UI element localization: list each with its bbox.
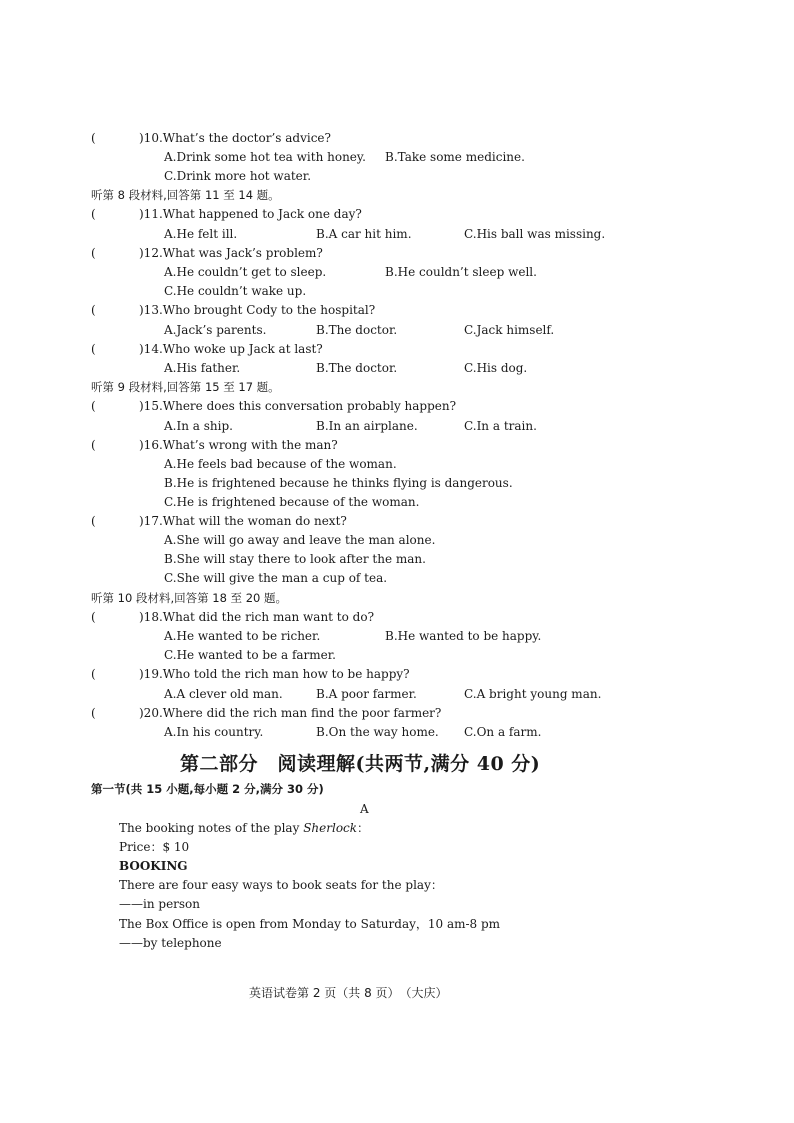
question-stem: )11.What happened to Jack one day? bbox=[139, 207, 362, 221]
option-a: A.Jack’s parents. bbox=[164, 323, 267, 337]
play-title: Sherlock bbox=[303, 821, 358, 835]
option-b: B.The doctor. bbox=[316, 323, 398, 337]
intro-prefix: The booking notes of the play bbox=[119, 821, 304, 835]
answer-paren: ( bbox=[91, 667, 96, 681]
subsection-heading: 第一节(共 15 小题,每小题 2 分,满分 30 分) bbox=[91, 782, 324, 796]
booking-heading: BOOKING bbox=[119, 859, 188, 873]
answer-paren: ( bbox=[91, 303, 96, 317]
option-c: C.He is frightened because of the woman. bbox=[164, 495, 420, 509]
answer-paren: ( bbox=[91, 342, 96, 356]
option-b: B.Take some medicine. bbox=[385, 150, 525, 164]
option-b: B.He is frightened because he thinks flying is dangerous. bbox=[164, 476, 513, 490]
section-note: 听第 8 段材料,回答第 11 至 14 题。 bbox=[91, 188, 280, 202]
question-stem: )18.What did the rich man want to do? bbox=[139, 610, 375, 624]
option-b: B.He wanted to be happy. bbox=[385, 629, 542, 643]
page-footer: 英语试卷第 2 页（共 8 页） （大庆） bbox=[249, 986, 448, 1000]
option-a: A.Drink some hot tea with honey. bbox=[164, 150, 366, 164]
ways-line: There are four easy ways to book seats for the play： bbox=[119, 878, 443, 892]
option-a: A.His father. bbox=[164, 361, 241, 375]
answer-paren: ( bbox=[91, 706, 96, 720]
passage-label: A bbox=[360, 802, 369, 816]
option-c: C.He couldn’t wake up. bbox=[164, 284, 307, 298]
answer-paren: ( bbox=[91, 610, 96, 624]
option-b: B.A poor farmer. bbox=[316, 687, 417, 701]
option-a: A.He wanted to be richer. bbox=[164, 629, 321, 643]
option-b: B.The doctor. bbox=[316, 361, 398, 375]
option-c: C.He wanted to be a farmer. bbox=[164, 648, 336, 662]
option-b: B.In an airplane. bbox=[316, 419, 418, 433]
option-a: A.In a ship. bbox=[164, 419, 233, 433]
section-note: 听第 9 段材料,回答第 15 至 17 题。 bbox=[91, 380, 280, 394]
intro-suffix: ： bbox=[357, 821, 370, 835]
answer-paren: ( bbox=[91, 246, 96, 260]
option-c: C.Drink more hot water. bbox=[164, 169, 312, 183]
passage-intro bbox=[119, 820, 369, 836]
option-a: A.A clever old man. bbox=[164, 687, 283, 701]
question-stem: )19.Who told the rich man how to be happy? bbox=[139, 667, 410, 681]
part-two-title: 第二部分 阅读理解(共两节,满分 40 分) bbox=[180, 753, 541, 775]
option-a: A.She will go away and leave the man alone. bbox=[164, 533, 436, 547]
option-b: B.She will stay there to look after the man. bbox=[164, 552, 426, 566]
option-b: B.On the way home. bbox=[316, 725, 439, 739]
question-stem: )10.What’s the doctor’s advice? bbox=[139, 131, 331, 145]
option-c: C.His ball was missing. bbox=[464, 227, 606, 241]
question-stem: )15.Where does this conversation probably happen? bbox=[139, 399, 457, 413]
question-stem: )20.Where did the rich man find the poor farmer? bbox=[139, 706, 442, 720]
option-b: B.A car hit him. bbox=[316, 227, 412, 241]
price-line: Price：$ 10 bbox=[119, 840, 190, 854]
question-stem: )13.Who brought Cody to the hospital? bbox=[139, 303, 376, 317]
answer-paren: ( bbox=[91, 514, 96, 528]
in-person-line: ——in person bbox=[119, 897, 201, 911]
option-a: A.In his country. bbox=[164, 725, 264, 739]
option-a: A.He couldn’t get to sleep. bbox=[164, 265, 327, 279]
option-c: C.She will give the man a cup of tea. bbox=[164, 571, 388, 585]
option-c: C.Jack himself. bbox=[464, 323, 555, 337]
option-a: A.He feels bad because of the woman. bbox=[164, 457, 397, 471]
question-stem: )12.What was Jack’s problem? bbox=[139, 246, 323, 260]
section-note: 听第 10 段材料,回答第 18 至 20 题。 bbox=[91, 591, 287, 605]
option-c: C.In a train. bbox=[464, 419, 537, 433]
question-stem: )14.Who woke up Jack at last? bbox=[139, 342, 323, 356]
telephone-line: ——by telephone bbox=[119, 936, 222, 950]
answer-paren: ( bbox=[91, 438, 96, 452]
question-stem: )16.What’s wrong with the man? bbox=[139, 438, 338, 452]
answer-paren: ( bbox=[91, 399, 96, 413]
option-c: C.On a farm. bbox=[464, 725, 542, 739]
option-c: C.His dog. bbox=[464, 361, 528, 375]
box-office-line: The Box Office is open from Monday to Saturday，10 am-8 pm bbox=[119, 917, 501, 931]
option-a: A.He felt ill. bbox=[164, 227, 238, 241]
answer-paren: ( bbox=[91, 207, 96, 221]
option-b: B.He couldn’t sleep well. bbox=[385, 265, 537, 279]
option-c: C.A bright young man. bbox=[464, 687, 602, 701]
answer-paren: ( bbox=[91, 131, 96, 145]
question-stem: )17.What will the woman do next? bbox=[139, 514, 347, 528]
